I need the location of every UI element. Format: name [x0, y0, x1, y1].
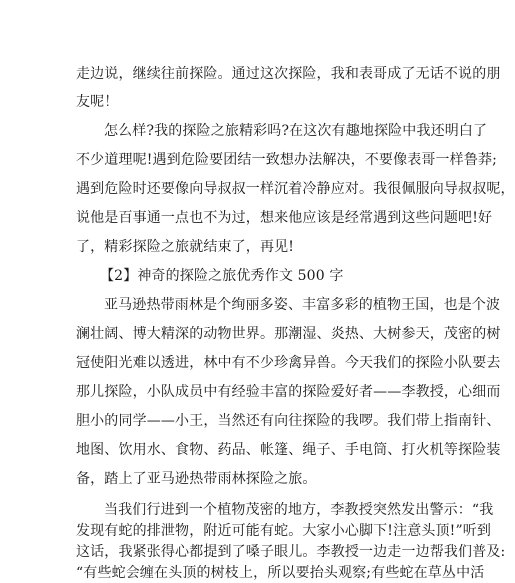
paragraph-3-line-6: 地图、饮用水、食物、药品、帐篷、绳子、手电筒、打火机等探险装 [76, 442, 501, 458]
paragraph-1-line-2: 友呢！ [76, 94, 119, 110]
paragraph-2-line-2: 不少道理呢!遇到危险要团结一致想办法解决，不要像表哥一样鲁莽; [76, 152, 497, 168]
paragraph-3-line-3: 冠使阳光难以透进，林中有不少珍禽异兽。今天我们的探险小队要去 [76, 355, 501, 371]
paragraph-4-line-4: “有些蛇会缠在头顶的树枝上，所以要抬头观察;有些蛇在草丛中活 [76, 565, 485, 581]
paragraph-3-line-5: 胆小的同学——小王，当然还有向往探险的我啰。我们带上指南针、 [76, 413, 501, 429]
paragraph-4-line-1: 当我们行进到一个植物茂密的地方，李教授突然发出警示：“我 [104, 502, 494, 518]
paragraph-3-line-1: 亚马逊热带雨林是个绚丽多姿、丰富多彩的植物王国，也是个波 [104, 297, 501, 313]
paragraph-1-line-1: 走边说，继续往前探险。通过这次探险，我和表哥成了无话不说的朋 [76, 66, 501, 82]
paragraph-4-line-3: 这话，我紧张得心都提到了嗓子眼儿。李教授一边走一边帮我们普及: [76, 544, 506, 560]
paragraph-3-line-4: 那儿探险，小队成员中有经验丰富的探险爱好者——李教授，心细而 [76, 384, 501, 400]
section-heading: 【2】神奇的探险之旅优秀作文 500 字 [100, 268, 344, 284]
paragraph-2-line-4: 说他是百事通一点也不为过，想来他应该是经常遇到这些问题吧!好 [76, 210, 493, 226]
paragraph-2-line-1: 怎么样?我的探险之旅精彩吗?在这次有趣地探险中我还明白了 [104, 123, 488, 139]
paragraph-3-line-7: 备，踏上了亚马逊热带雨林探险之旅。 [76, 471, 317, 487]
paragraph-3-line-2: 澜壮阔、博大精深的动物世界。那潮湿、炎热、大树参天，茂密的树 [76, 326, 501, 342]
paragraph-4-line-2: 发现有蛇的排泄物，附近可能有蛇。大家小心脚下!注意头顶!”听到 [76, 523, 492, 539]
paragraph-2-line-5: 了，精彩探险之旅就结束了，再见! [76, 239, 295, 255]
paragraph-2-line-3: 遇到危险时还要像向导叔叔一样沉着冷静应对。我很佩服向导叔叔呢， [76, 181, 515, 197]
